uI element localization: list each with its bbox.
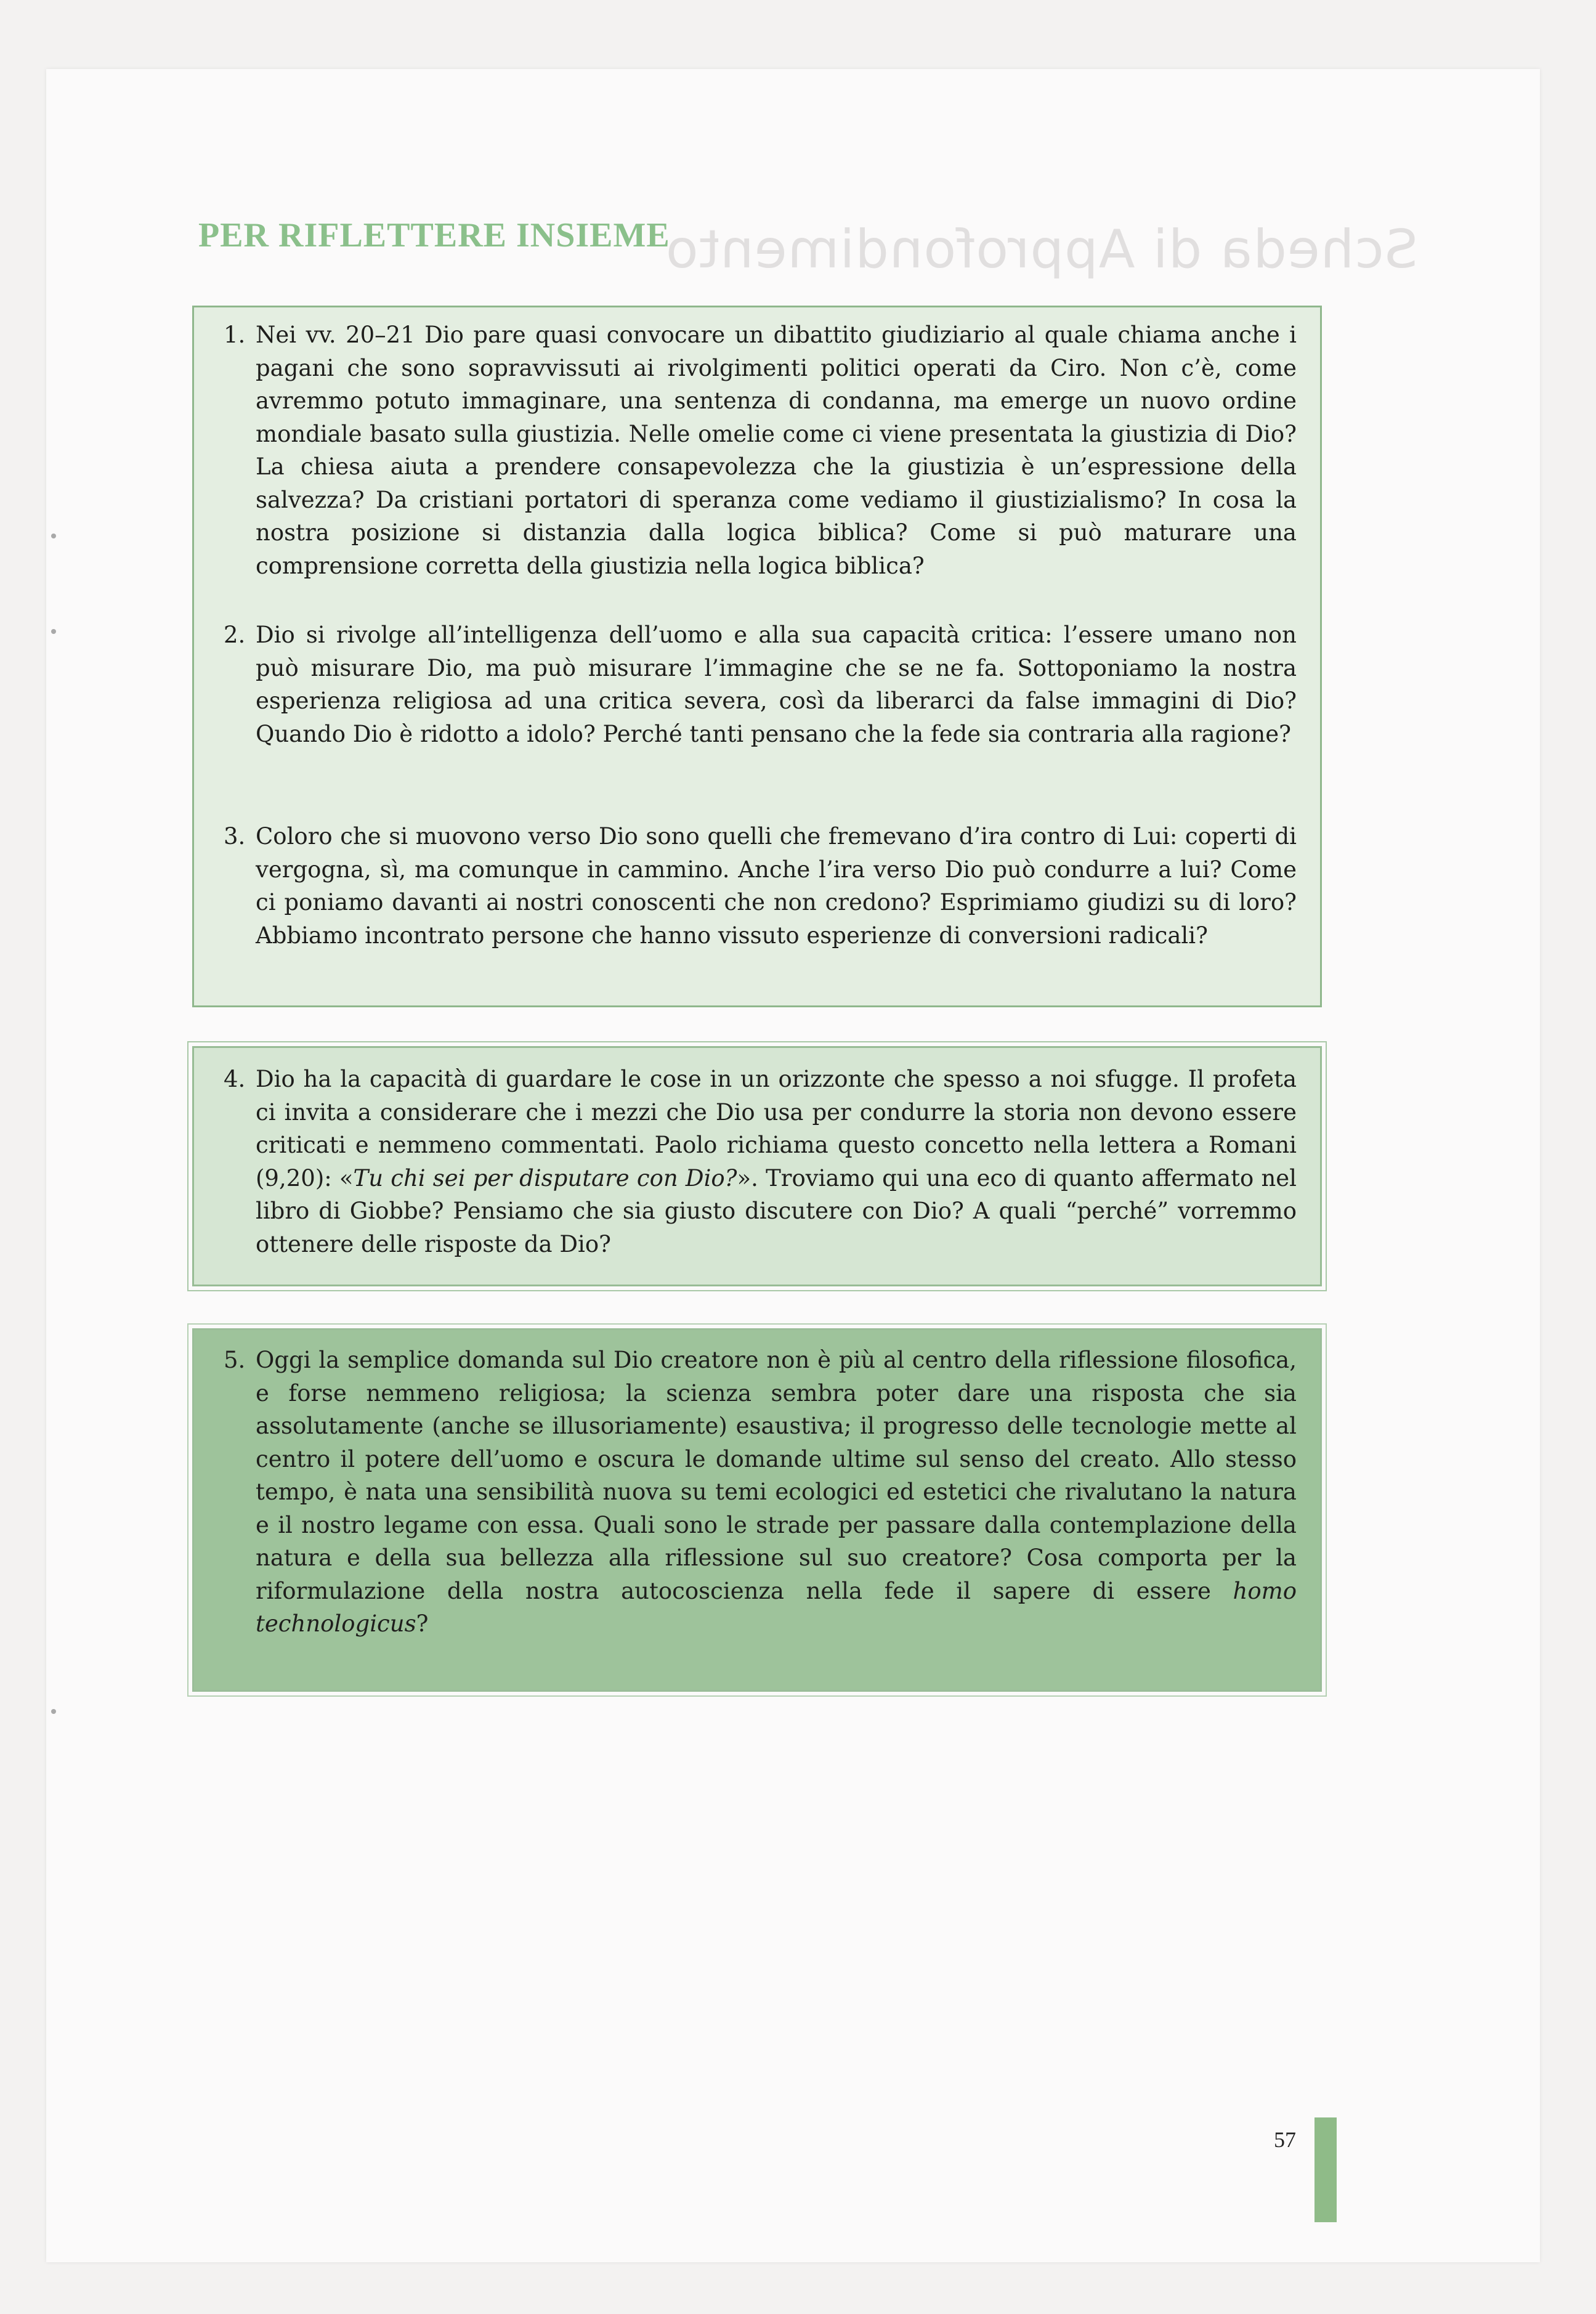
question-number: 3. bbox=[224, 823, 246, 850]
margin-mark bbox=[51, 534, 56, 538]
section-title: PER RIFLETTERE INSIEME bbox=[198, 216, 670, 254]
page-number: 57 bbox=[1274, 2127, 1296, 2152]
questions-box-3 bbox=[192, 1328, 1322, 1692]
question-number: 5. bbox=[224, 1347, 246, 1373]
term-italic: homo technologicus bbox=[256, 1577, 1297, 1637]
question-text: Dio ha la capacità di guardare le cose in un orizzonte che spesso a noi sfugge. Il profeta ci invita a considerare che i mezzi che Dio usa per condurre la storia non devono essere criticati e nemmeno commentati. Paolo richiama questo concetto nella lettera a Romani (9,20): «Tu chi sei per disputare con Dio?». Troviamo qui una eco di quanto affermato nel libro di Giobbe? Pensiamo che sia giusto discutere con Dio? A quali “perché” vorremmo ottenere delle risposte da Dio? bbox=[256, 1066, 1297, 1257]
questions-box-2 bbox=[192, 1046, 1322, 1286]
question-text: Dio si rivolge all’intelligenza dell’uomo e alla sua capacità critica: l’essere umano non può misurare Dio, ma può misurare l’immagine che se ne fa. Sottoponiamo la nostra esperienza religiosa ad una critica severa, così da liberarci da false immagini di Dio? Quando Dio è ridotto a idolo? Perché tanti pensano che la fede sia contraria alla ragione? bbox=[256, 622, 1297, 747]
question-item bbox=[224, 319, 1297, 582]
question-item bbox=[224, 619, 1297, 750]
bleed-through-heading: Scheda di Approfondimento bbox=[665, 219, 1419, 280]
question-number: 2. bbox=[224, 622, 246, 648]
page-accent-bar bbox=[1314, 2117, 1337, 2222]
question-number: 1. bbox=[224, 322, 246, 348]
question-item bbox=[224, 1344, 1297, 1641]
question-text: Coloro che si muovono verso Dio sono quelli che fremevano d’ira contro di Lui: coperti di vergogna, sì, ma comunque in cammino. Anche l’ira verso Dio può condurre a lui? Come ci poniamo davanti ai nostri conoscenti che non credono? Esprimiamo giudizi su di loro? Abbiamo incontrato persone che hanno vissuto esperienze di conversioni radicali? bbox=[256, 823, 1297, 949]
question-number: 4. bbox=[224, 1066, 246, 1092]
questions-box-1 bbox=[192, 306, 1322, 1007]
question-item bbox=[224, 820, 1297, 952]
question-text: Oggi la semplice domanda sul Dio creatore non è più al centro della riflessione filosofica, e forse nemmeno religiosa; la scienza sembra poter dare una risposta che sia assolutamente (anche se illusoriamente) esaustiva; il progresso delle tecnologie mette al centro il potere dell’uomo e oscura le domande ultime sul senso del creato. Allo stesso tempo, è nata una sensibilità nuova su temi ecologici ed estetici che rivalutano la natura e il nostro legame con essa. Quali sono le strade per passare dalla contemplazione della natura e della sua bellezza alla riflessione sul suo creatore? Cosa comporta per la riformulazione della nostra autocoscienza nella fede il sapere di essere homo technologicus? bbox=[256, 1347, 1297, 1637]
margin-mark bbox=[51, 629, 56, 634]
margin-mark bbox=[51, 1709, 56, 1714]
question-item bbox=[224, 1063, 1297, 1261]
question-text: Nei vv. 20–21 Dio pare quasi convocare un dibattito giudiziario al quale chiama anche i pagani che sono sopravvissuti ai rivolgimenti politici operati da Ciro. Non c’è, come avremmo potuto immaginare, una sentenza di condanna, ma emerge un nuovo ordine mondiale basato sulla giustizia. Nelle omelie come ci viene presentata la giustizia di Dio? La chiesa aiuta a prendere consapevolezza che la giustizia è un’espressione della salvezza? Da cristiani portatori di speranza come vediamo il giustizialismo? In cosa la nostra posizione si distanzia dalla logica biblica? Come si può maturare una comprensione corretta della giustizia nella logica biblica? bbox=[256, 322, 1297, 579]
quote-italic: Tu chi sei per disputare con Dio? bbox=[353, 1164, 737, 1192]
